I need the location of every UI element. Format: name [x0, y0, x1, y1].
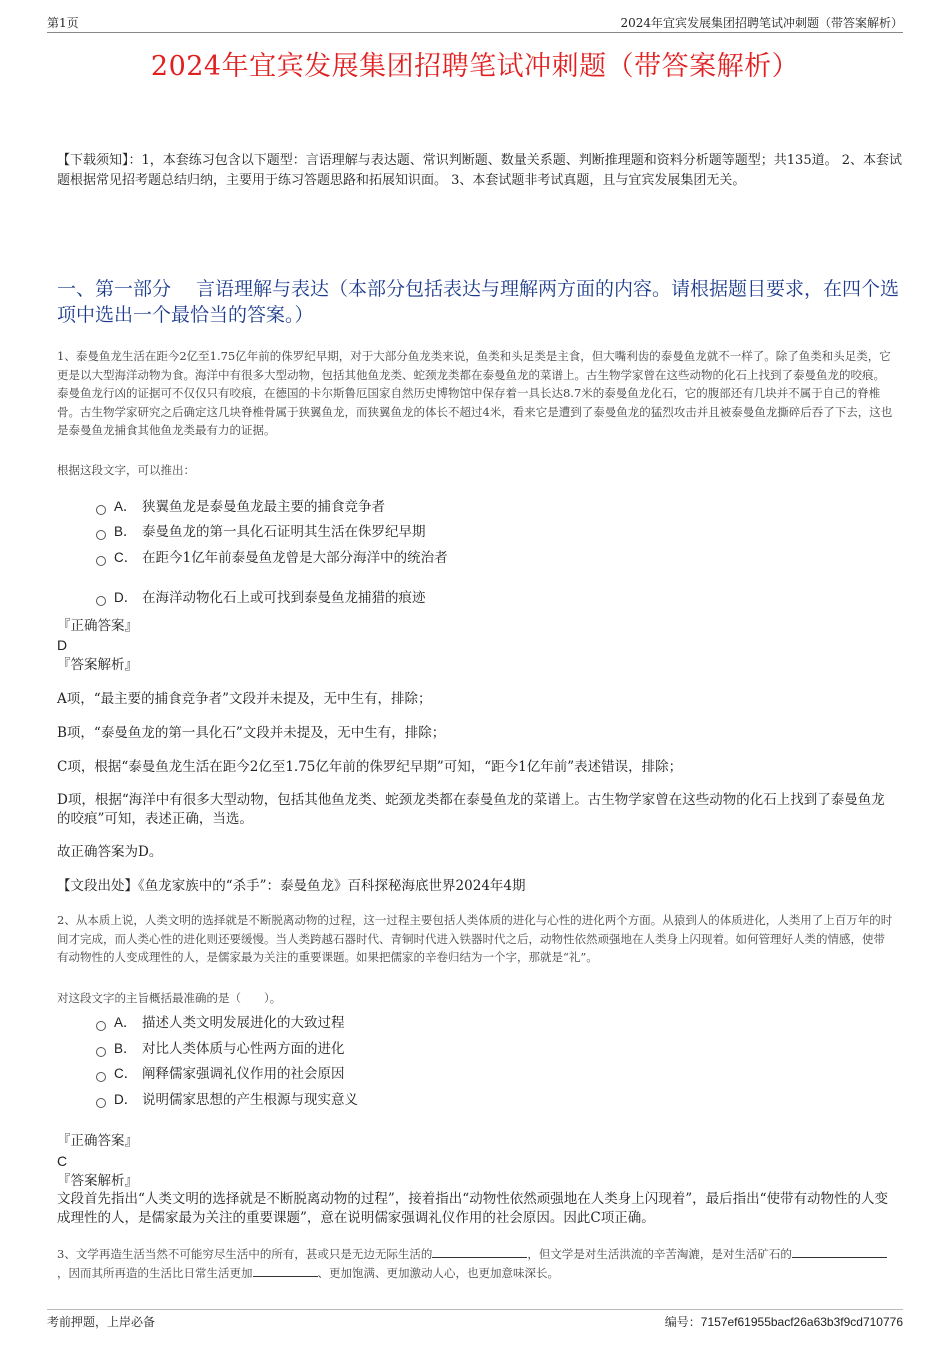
option-text: 在距今1亿年前泰曼鱼龙曾是大部分海洋中的统治者: [142, 550, 448, 566]
q1-analysis-b: B项，“泰曼鱼龙的第一具化石”文段并未提及，无中生有，排除；: [57, 725, 446, 741]
q2-option-d[interactable]: [96, 1090, 358, 1110]
option-text: 狭翼鱼龙是泰曼鱼龙最主要的捕食竞争者: [142, 499, 385, 515]
q2-answer-label: 『正确答案』: [57, 1133, 138, 1149]
footer-slogan: 考前押题，上岸必备: [47, 1315, 156, 1329]
q3-part-2: ，但文学是对生活洪流的辛苦淘漉，是对生活矿石的: [527, 1247, 792, 1261]
question-2-text: 2、从本质上说，人类文明的选择就是不断脱离动物的过程，这一过程主要包括人类体质的进化与心性的进化两个方面。从猿到人的体质进化，人类用了上百万年的时间才完成，而人类心性的进化则还要缓慢。当人类跨越石器时代、青铜时代进入铁器时代之后，动物性依然顽强地在人类身上闪现着。如何管理好人类的情感，使带有动物性的人变成理性的人，是儒家最为关注的重要课题。如果把儒家的辛卷归结为一个字，那就是“礼”。: [57, 913, 893, 964]
radio-icon[interactable]: [96, 530, 106, 540]
header-doc-title: 2024年宜宾发展集团招聘笔试冲刺题（带答案解析）: [620, 16, 903, 30]
option-letter: C．: [114, 1066, 138, 1081]
radio-icon[interactable]: [96, 1072, 106, 1082]
question-2-prompt: 对这段文字的主旨概括最准确的是（ ）。: [57, 991, 282, 1005]
option-letter: A．: [114, 1015, 137, 1030]
q1-option-b[interactable]: [96, 522, 426, 542]
footer-code-value: 7157ef61955bacf26a63b3f9cd710776: [700, 1315, 903, 1329]
question-3-text: [57, 1245, 895, 1282]
option-text: 说明儒家思想的产生根源与现实意义: [142, 1092, 358, 1108]
q2-answer: C: [57, 1153, 68, 1169]
option-letter: B．: [114, 524, 137, 539]
option-letter: A．: [114, 499, 137, 514]
q1-answer-label: 『正确答案』: [57, 618, 138, 634]
radio-icon[interactable]: [96, 1021, 106, 1031]
option-letter: B．: [114, 1041, 137, 1056]
q1-conclusion: 故正确答案为D。: [57, 844, 163, 860]
q3-part-1: 3、文学再造生活当然不可能穷尽生活中的所有，甚或只是无边无际生活的: [57, 1247, 433, 1261]
option-text: 阐释儒家强调礼仪作用的社会原因: [142, 1066, 345, 1082]
q1-analysis-d: D项，根据“海洋中有很多大型动物，包括其他鱼龙类、蛇颈龙类都在泰曼鱼龙的菜谱上。古生物学家曾在这些动物的化石上找到了泰曼鱼龙的咬痕”可知，表述正确，当选。: [57, 792, 885, 827]
q1-answer: D: [57, 637, 68, 653]
q3-part-4: 、更加饱满、更加激动人心，也更加意味深长。: [317, 1265, 559, 1280]
q2-option-b[interactable]: [96, 1039, 345, 1059]
option-letter: D．: [114, 1092, 138, 1107]
section-heading: 一、第一部分 言语理解与表达（本部分包括表达与理解两方面的内容。请根据题目要求，在四个选项中选出一个最恰当的答案。）: [57, 278, 900, 326]
radio-icon[interactable]: [96, 1047, 106, 1057]
option-text: 在海洋动物化石上或可找到泰曼鱼龙捕猎的痕迹: [142, 590, 426, 606]
download-notice: 【下载须知】：1，本套练习包含以下题型：言语理解与表达题、常识判断题、数量关系题、判断推理题和资料分析题等题型；共135道。 2、本套试题根据常见招考题总结归纳，主要用于练习答题思路和拓展知识面。 3、本套试题非考试真题，且与宜宾发展集团无关。: [57, 153, 902, 188]
radio-icon[interactable]: [96, 556, 106, 566]
page-header: [47, 14, 903, 33]
option-text: 对比人类体质与心性两方面的进化: [142, 1041, 345, 1057]
q2-option-c[interactable]: [96, 1064, 345, 1084]
question-1-text: 1、泰曼鱼龙生活在距今2亿至1.75亿年前的侏罗纪早期，对于大部分鱼龙类来说，鱼类和头足类是主食，但大嘴利齿的泰曼鱼龙就不一样了。除了鱼类和头足类，它更是以大型海洋动物为食。海洋中有很多大型动物，包括其他鱼龙类、蛇颈龙类都在泰曼鱼龙的菜谱上。古生物学家曾在这些动物的化石上找到了泰曼鱼龙的咬痕。泰曼鱼龙行凶的证据可不仅仅只有咬痕，在德国的卡尔斯鲁厄国家自然历史博物馆中保存着一具长达8.7米的泰曼鱼龙化石，它的腹部还有几块并不属于自己的脊椎骨。古生物学家研究之后确定这几块脊椎骨属于狭翼鱼龙，而狭翼鱼龙的体长不超过4米，看来它是遭到了泰曼鱼龙的猛烈攻击并且被泰曼鱼龙撕碎后吞了下去，这也是泰曼鱼龙捕食其他鱼龙类最有力的证据。: [57, 349, 893, 437]
radio-icon[interactable]: [96, 505, 106, 515]
page-title: 2024年宜宾发展集团招聘笔试冲刺题（带答案解析）: [150, 51, 800, 82]
footer-code: [665, 1313, 903, 1330]
radio-icon[interactable]: [96, 1098, 106, 1108]
question-1-prompt: 根据这段文字，可以推出：: [57, 463, 195, 477]
q1-analysis-label: 『答案解析』: [57, 657, 138, 673]
q2-analysis-label: 『答案解析』: [57, 1173, 138, 1189]
radio-icon[interactable]: [96, 596, 106, 606]
option-text: 描述人类文明发展进化的大致过程: [142, 1015, 345, 1031]
footer-code-label: 编号：: [664, 1315, 701, 1329]
q3-blank-3[interactable]: [253, 1264, 318, 1277]
q2-analysis: 文段首先指出“人类文明的选择就是不断脱离动物的过程”，接着指出“动物性依然顽强地在人类身上闪现着”，最后指出“使带有动物性的人变成理性的人，是儒家最为关注的重要课题”，意在说明儒家强调礼仪作用的社会原因。因此C项正确。: [57, 1191, 889, 1226]
q1-analysis-a: A项，“最主要的捕食竞争者”文段并未提及，无中生有，排除；: [57, 691, 432, 707]
footer-divider: [47, 1309, 903, 1310]
q3-part-3: ，因而其所再造的生活比日常生活更加: [57, 1265, 253, 1280]
q3-blank-2[interactable]: [792, 1245, 887, 1258]
q1-option-c[interactable]: [96, 548, 448, 568]
q3-blank-1[interactable]: [432, 1245, 527, 1258]
page-number: 第1页: [47, 16, 79, 30]
option-letter: D．: [114, 590, 138, 605]
q1-analysis-c: C项，根据“泰曼鱼龙生活在距今2亿至1.75亿年前的侏罗纪早期”可知，“距今1亿年前”表述错误，排除；: [57, 759, 683, 775]
q2-option-a[interactable]: [96, 1013, 345, 1033]
q1-option-d[interactable]: [96, 588, 426, 608]
option-letter: C．: [114, 550, 138, 565]
q1-option-a[interactable]: [96, 497, 385, 517]
option-text: 泰曼鱼龙的第一具化石证明其生活在侏罗纪早期: [142, 524, 426, 540]
q1-source: 【文段出处】《鱼龙家族中的“杀手”：泰曼鱼龙》百科探秘海底世界2024年4期: [57, 878, 526, 894]
